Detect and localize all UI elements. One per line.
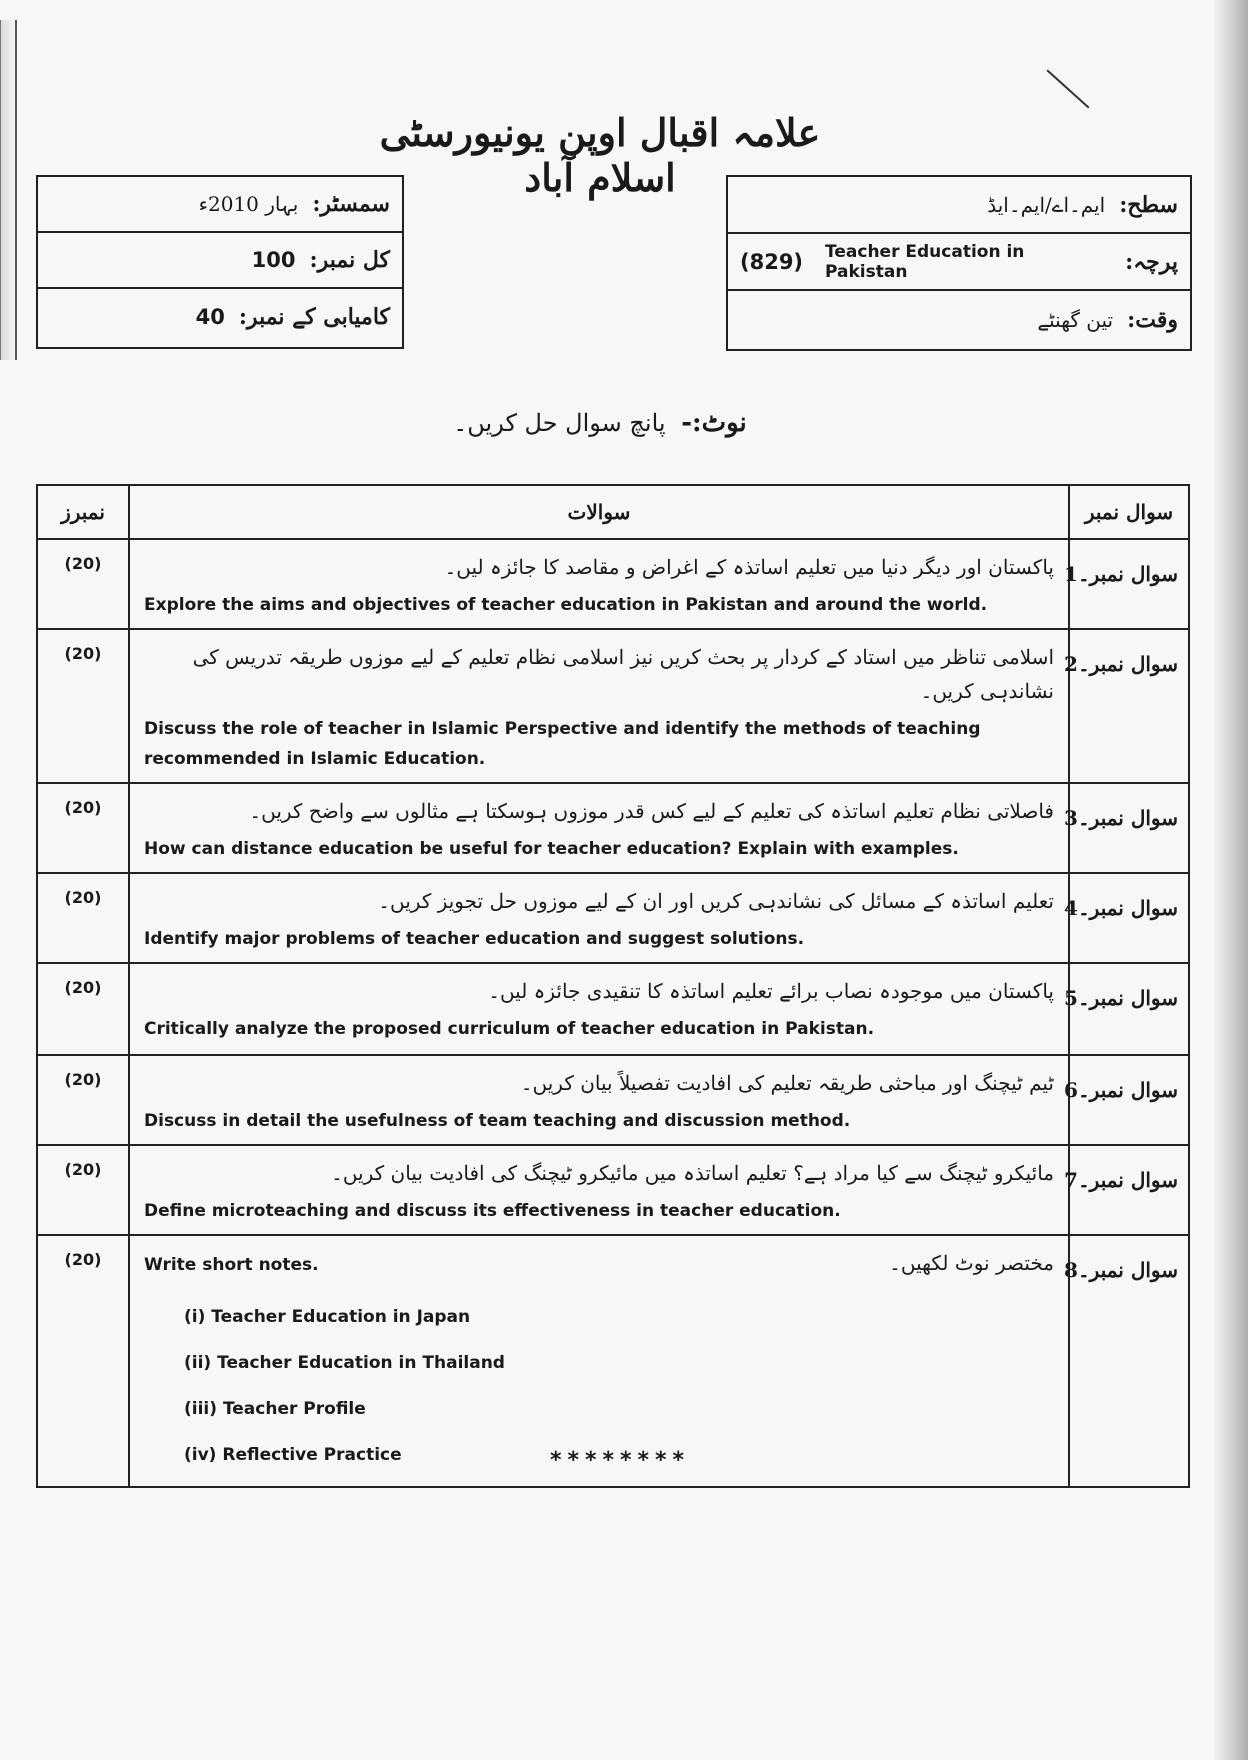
- exam-info-box-left: [36, 175, 404, 349]
- question-body: [129, 963, 1069, 1055]
- level-row: [728, 177, 1190, 234]
- question-body: [129, 1055, 1069, 1145]
- question-body: [129, 539, 1069, 629]
- question-english: Discuss in detail the usefulness of team teaching and discussion method.: [144, 1111, 851, 1131]
- paper-name: Teacher Education in Pakistan: [825, 241, 1025, 282]
- note-label: نوٹ:-: [681, 408, 747, 438]
- total-marks-label: کل نمبر:: [309, 247, 390, 273]
- question-urdu: ٹیم ٹیچنگ اور مباحثی طریقہ تعلیم کی افادیت تفصیلاً بیان کریں۔: [520, 1071, 1054, 1095]
- list-item: (ii) Teacher Education in Thailand: [184, 1353, 505, 1373]
- table-row: [37, 539, 1189, 629]
- question-number: سوال نمبر۔4: [1069, 873, 1189, 963]
- table-row: [37, 1055, 1189, 1145]
- question-urdu: اسلامی تناظر میں استاد کے کردار پر بحث کریں نیز اسلامی نظام تعلیم کے لیے موزوں طریقہ تدریس کی نشاندہی کریں۔: [192, 645, 1054, 703]
- list-item: (iv) Reflective Practice: [184, 1445, 402, 1465]
- question-body: [129, 629, 1069, 783]
- question-urdu: پاکستان میں موجودہ نصاب برائے تعلیم اساتذہ کا تنقیدی جائزہ لیں۔: [488, 979, 1054, 1003]
- paper-label: پرچہ:: [1125, 248, 1178, 275]
- question-marks: (20): [37, 873, 129, 963]
- header-qnum: سوال نمبر: [1069, 485, 1189, 539]
- question-body: [129, 873, 1069, 963]
- question-8-heading: [144, 1246, 1054, 1280]
- paper-row: [728, 234, 1190, 291]
- list-item: (i) Teacher Education in Japan: [184, 1307, 471, 1327]
- university-title: علامہ اقبال اوپن یونیورسٹی اسلام آباد: [379, 110, 821, 200]
- question-urdu: مائیکرو ٹیچنگ سے کیا مراد ہے؟ تعلیم اساتذہ میں مائیکرو ٹیچنگ کی افادیت بیان کریں۔: [331, 1161, 1054, 1185]
- question-english: Discuss the role of teacher in Islamic Perspective and identify the methods of teaching recommended in Islamic Education.: [144, 719, 981, 769]
- total-marks-value: 100: [251, 248, 296, 272]
- question-number: سوال نمبر۔2: [1069, 629, 1189, 783]
- question-marks: (20): [37, 783, 129, 873]
- question-urdu: مختصر نوٹ لکھیں۔: [889, 1251, 1054, 1275]
- exam-info-box-right: [726, 175, 1192, 351]
- pass-marks-label: کامیابی کے نمبر:: [238, 304, 390, 330]
- table-row: [37, 1145, 1189, 1235]
- question-number: سوال نمبر۔3: [1069, 783, 1189, 873]
- question-marks: (20): [37, 1235, 129, 1487]
- question-english: Define microteaching and discuss its effectiveness in teacher education.: [144, 1201, 841, 1221]
- semester-value: بہار 2010ء: [198, 192, 299, 216]
- pen-stroke-mark: [1047, 70, 1090, 109]
- total-marks-row: [38, 233, 402, 289]
- level-value: ایم۔اے/ایم۔ایڈ: [987, 192, 1106, 217]
- question-english: Critically analyze the proposed curriculum of teacher education in Pakistan.: [144, 1019, 875, 1039]
- header-marks: نمبرز: [37, 485, 129, 539]
- time-row: [728, 291, 1190, 348]
- time-label: وقت:: [1127, 306, 1178, 333]
- table-header-row: [37, 485, 1189, 539]
- note-text: پانچ سوال حل کریں۔: [453, 409, 666, 437]
- question-english: Explore the aims and objectives of teacher education in Pakistan and around the world.: [144, 595, 988, 615]
- question-english: Identify major problems of teacher education and suggest solutions.: [144, 929, 805, 949]
- end-stars: ********: [549, 1448, 691, 1473]
- header-questions: سوالات: [129, 485, 1069, 539]
- question-number: سوال نمبر۔5: [1069, 963, 1189, 1055]
- level-label: سطح:: [1119, 191, 1178, 218]
- table-row: [37, 963, 1189, 1055]
- table-row: [37, 629, 1189, 783]
- question-marks: (20): [37, 1055, 129, 1145]
- question-number: سوال نمبر۔8: [1069, 1235, 1189, 1487]
- questions-table: [36, 484, 1190, 1488]
- question-english: Write short notes.: [144, 1255, 319, 1275]
- pass-marks-value: 40: [195, 305, 225, 329]
- semester-row: [38, 177, 402, 233]
- question-english: How can distance education be useful for teacher education? Explain with examples.: [144, 839, 959, 859]
- question-marks: (20): [37, 1145, 129, 1235]
- question-urdu: پاکستان اور دیگر دنیا میں تعلیم اساتذہ کے اغراض و مقاصد کا جائزہ لیں۔: [444, 555, 1054, 579]
- question-urdu: فاصلاتی نظام تعلیم اساتذہ کی تعلیم کے لیے کس قدر موزوں ہوسکتا ہے مثالوں سے واضح کریں۔: [249, 799, 1054, 823]
- table-row: [37, 873, 1189, 963]
- pass-marks-row: [38, 289, 402, 345]
- question-number: سوال نمبر۔7: [1069, 1145, 1189, 1235]
- question-body: [129, 1145, 1069, 1235]
- time-value: تین گھنٹے: [1037, 307, 1114, 332]
- scan-right-shadow: [1214, 0, 1248, 1760]
- question-marks: (20): [37, 629, 129, 783]
- instruction-note: [440, 408, 760, 438]
- scan-left-edge: [0, 20, 17, 360]
- question-marks: (20): [37, 539, 129, 629]
- question-body: [129, 783, 1069, 873]
- question-marks: (20): [37, 963, 129, 1055]
- table-row: [37, 783, 1189, 873]
- question-urdu: تعلیم اساتذہ کے مسائل کی نشاندہی کریں اور ان کے لیے موزوں حل تجویز کریں۔: [378, 889, 1054, 913]
- paper-code: (829): [740, 249, 804, 274]
- question-number: سوال نمبر۔1: [1069, 539, 1189, 629]
- question-number: سوال نمبر۔6: [1069, 1055, 1189, 1145]
- list-item: (iii) Teacher Profile: [184, 1399, 366, 1419]
- semester-label: سمسٹر:: [312, 191, 390, 217]
